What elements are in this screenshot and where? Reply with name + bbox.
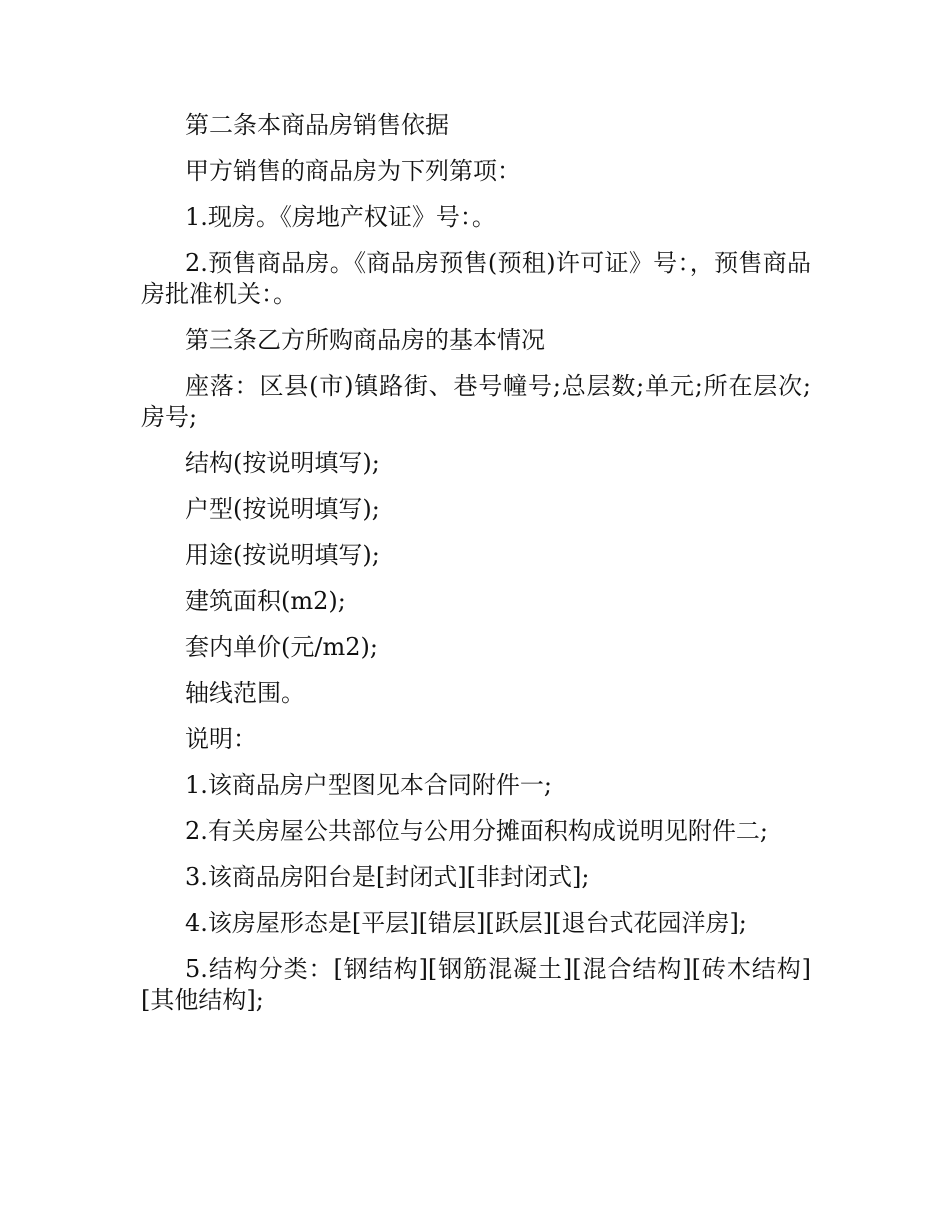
list-item: 2.有关房屋公共部位与公用分摊面积构成说明见附件二;: [185, 817, 768, 845]
list-item: 4.该房屋形态是[平层][错层][跃层][退台式花园洋房];: [185, 909, 747, 937]
section-heading-article-3: 第三条乙方所购商品房的基本情况: [185, 326, 545, 354]
document-body: [141, 110, 811, 1031]
paragraph: 套内单价(元/m2);: [185, 633, 378, 661]
list-item: 1.现房。《房地产权证》号：。: [185, 203, 496, 231]
paragraph: 座落：区县(市)镇路街、巷号幢号;总层数;单元;所在层次;房号;: [141, 372, 811, 431]
list-item: 1.该商品房户型图见本合同附件一;: [185, 771, 552, 799]
paragraph: 户型(按说明填写);: [185, 495, 380, 523]
list-item: 2.预售商品房。《商品房预售(预租)许可证》号：，预售商品房批准机关：。: [141, 249, 811, 308]
paragraph: 轴线范围。: [185, 679, 305, 707]
paragraph: 结构(按说明填写);: [185, 449, 380, 477]
list-item: 5.结构分类：[钢结构][钢筋混凝土][混合结构][砖木结构][其他结构];: [141, 955, 811, 1014]
list-item: 3.该商品房阳台是[封闭式][非封闭式];: [185, 863, 590, 891]
section-heading-article-2: 第二条本商品房销售依据: [185, 111, 449, 139]
paragraph: 建筑面积(m2);: [185, 587, 346, 615]
paragraph: 用途(按说明填写);: [185, 541, 380, 569]
notes-heading: 说明：: [185, 725, 257, 753]
paragraph: 甲方销售的商品房为下列第项：: [185, 157, 521, 185]
